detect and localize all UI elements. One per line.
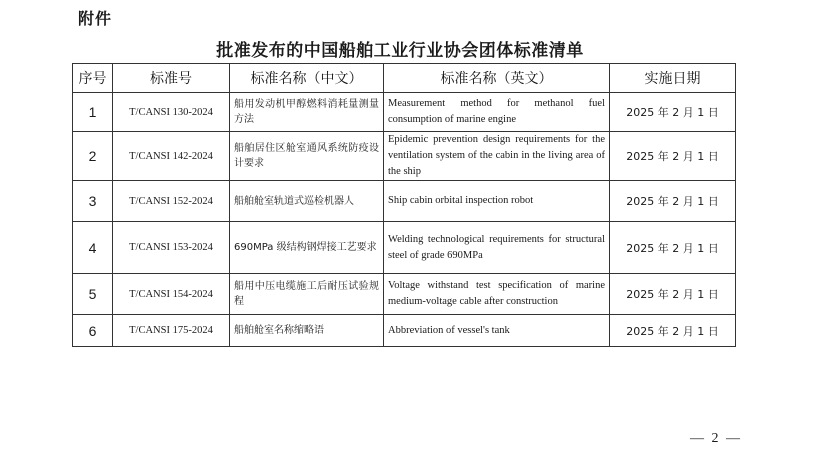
cell-code: T/CANSI 153-2024 — [113, 222, 230, 274]
cell-date: 2025 年 2 月 1 日 — [610, 93, 736, 132]
header-name-en: 标准名称（英文） — [384, 64, 610, 93]
cell-date: 2025 年 2 月 1 日 — [610, 181, 736, 222]
table-row — [73, 132, 736, 181]
cell-name-en: Measurement method for methanol fuel consumption of marine engine — [384, 93, 610, 132]
page-number: — 2 — — [690, 431, 742, 446]
cell-name-cn: 690MPa 级结构钢焊接工艺要求 — [230, 222, 384, 274]
cell-name-en: Ship cabin orbital inspection robot — [384, 181, 610, 222]
standards-table — [72, 63, 736, 347]
cell-name-en: Epidemic prevention design requirements for the ventilation system of the cabin in the living area of the ship — [384, 132, 610, 181]
cell-seq: 3 — [73, 181, 113, 222]
cell-code: T/CANSI 142-2024 — [113, 132, 230, 181]
table-row — [73, 93, 736, 132]
cell-seq: 1 — [73, 93, 113, 132]
cell-date: 2025 年 2 月 1 日 — [610, 132, 736, 181]
attachment-label: 附件 — [78, 9, 113, 28]
table-row — [73, 222, 736, 274]
cell-name-en: Voltage withstand test specification of marine medium-voltage cable after construction — [384, 274, 610, 315]
header-date: 实施日期 — [610, 64, 736, 93]
cell-date: 2025 年 2 月 1 日 — [610, 315, 736, 347]
cell-name-en: Abbreviation of vessel's tank — [384, 315, 610, 347]
cell-name-cn: 船舶舱室名称缩略语 — [230, 315, 384, 347]
table-row — [73, 274, 736, 315]
document-title: 批准发布的中国船舶工业行业协会团体标准清单 — [216, 41, 584, 61]
header-seq: 序号 — [73, 64, 113, 93]
header-code: 标准号 — [113, 64, 230, 93]
cell-name-cn: 船用中压电缆施工后耐压试验规程 — [230, 274, 384, 315]
table-row — [73, 181, 736, 222]
cell-code: T/CANSI 152-2024 — [113, 181, 230, 222]
cell-code: T/CANSI 130-2024 — [113, 93, 230, 132]
cell-seq: 6 — [73, 315, 113, 347]
table-header-row — [73, 64, 736, 93]
cell-code: T/CANSI 175-2024 — [113, 315, 230, 347]
cell-seq: 2 — [73, 132, 113, 181]
table-row — [73, 315, 736, 347]
cell-date: 2025 年 2 月 1 日 — [610, 274, 736, 315]
cell-name-cn: 船用发动机甲醇燃料消耗量测量方法 — [230, 93, 384, 132]
cell-seq: 4 — [73, 222, 113, 274]
cell-date: 2025 年 2 月 1 日 — [610, 222, 736, 274]
cell-name-cn: 船舶居住区舱室通风系统防疫设计要求 — [230, 132, 384, 181]
cell-code: T/CANSI 154-2024 — [113, 274, 230, 315]
cell-name-en: Welding technological requirements for structural steel of grade 690MPa — [384, 222, 610, 274]
header-name-cn: 标准名称（中文） — [230, 64, 384, 93]
cell-seq: 5 — [73, 274, 113, 315]
cell-name-cn: 船舶舱室轨道式巡检机器人 — [230, 181, 384, 222]
